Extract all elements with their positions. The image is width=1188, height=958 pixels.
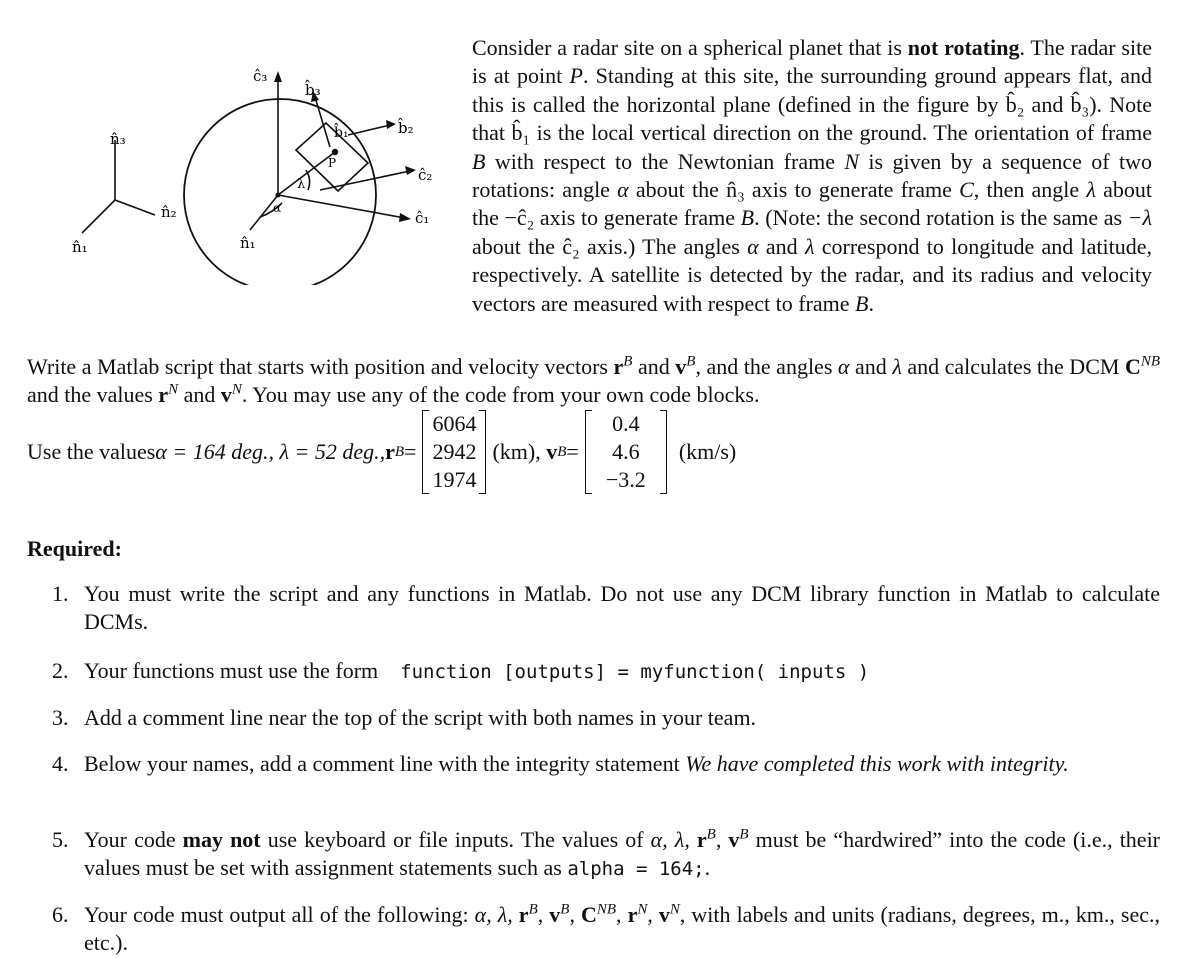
lambda-label: λ [297, 177, 306, 192]
v-vector: 0.4 4.6 −3.2 [585, 410, 667, 494]
task-paragraph: Write a Matlab script that starts with position and velocity vectors $r^B$ and $v^B$, and the angles α and λ and calculates the DCM $C^{NB}$ and the values $r^N$ and $v^N$. You may use any of the code from your own code blocks. [27, 353, 1161, 407]
b2-arrowhead [386, 120, 396, 129]
b2-axis [348, 125, 390, 135]
required-heading: Required: [27, 536, 122, 561]
r-vector: 6064 2942 1974 [422, 410, 486, 494]
b3-label: b̂₃ [305, 81, 321, 99]
n3-label: n̂₃ [110, 130, 126, 148]
given-values: Use the values α = 164 deg., λ = 52 deg., r B = 6064 2942 1974 (km), v B = 0.4 4.6 −3.2 (km/s) [27, 411, 737, 492]
origin-dot [276, 193, 281, 198]
n-frame-triad [82, 140, 155, 233]
b2-label: b̂₂ [398, 119, 414, 137]
b1-label: b̂₁ [334, 125, 349, 141]
c2-label: ĉ₂ [418, 166, 433, 184]
n2-label: n̂₂ [161, 203, 177, 221]
c3-arrowhead [274, 71, 282, 82]
c1-label: ĉ₁ [415, 209, 430, 227]
P-label: P [328, 156, 337, 170]
c3-label: ĉ₃ [253, 67, 268, 85]
c1-axis [278, 195, 405, 218]
inner-n1-label: n̂₁ [240, 234, 256, 252]
c1-arrowhead [399, 213, 411, 222]
frames-diagram [60, 55, 480, 285]
intro-paragraph: Consider a radar site on a spherical planet that is not rotating. The radar site is at point P. Standing at this site, the surrounding ground appears flat, and this is called the horizontal plane (defined in the figure by b̂₂ and b̂₃). Note that b̂₁ is the local vertical direction on the ground. The orientation of frame B with respect to the Newtonian frame N is given by a sequence of two rotations: angle α about the n̂₃ axis to generate frame C, then angle λ about the −ĉ₂ axis to generate frame B. (Note: the second rotation is the same as −λ about the ĉ₂ axis.) The angles α and λ correspond to longitude and latitude, respectively. A satellite is detected by the radar, and its radius and velocity vectors are measured with respect to frame B. [472, 35, 1153, 316]
point-P [332, 149, 338, 155]
c2-arrowhead [405, 166, 416, 175]
b3-axis [315, 97, 330, 147]
alpha-label: α [273, 201, 282, 215]
n1-label: n̂₁ [72, 238, 88, 256]
